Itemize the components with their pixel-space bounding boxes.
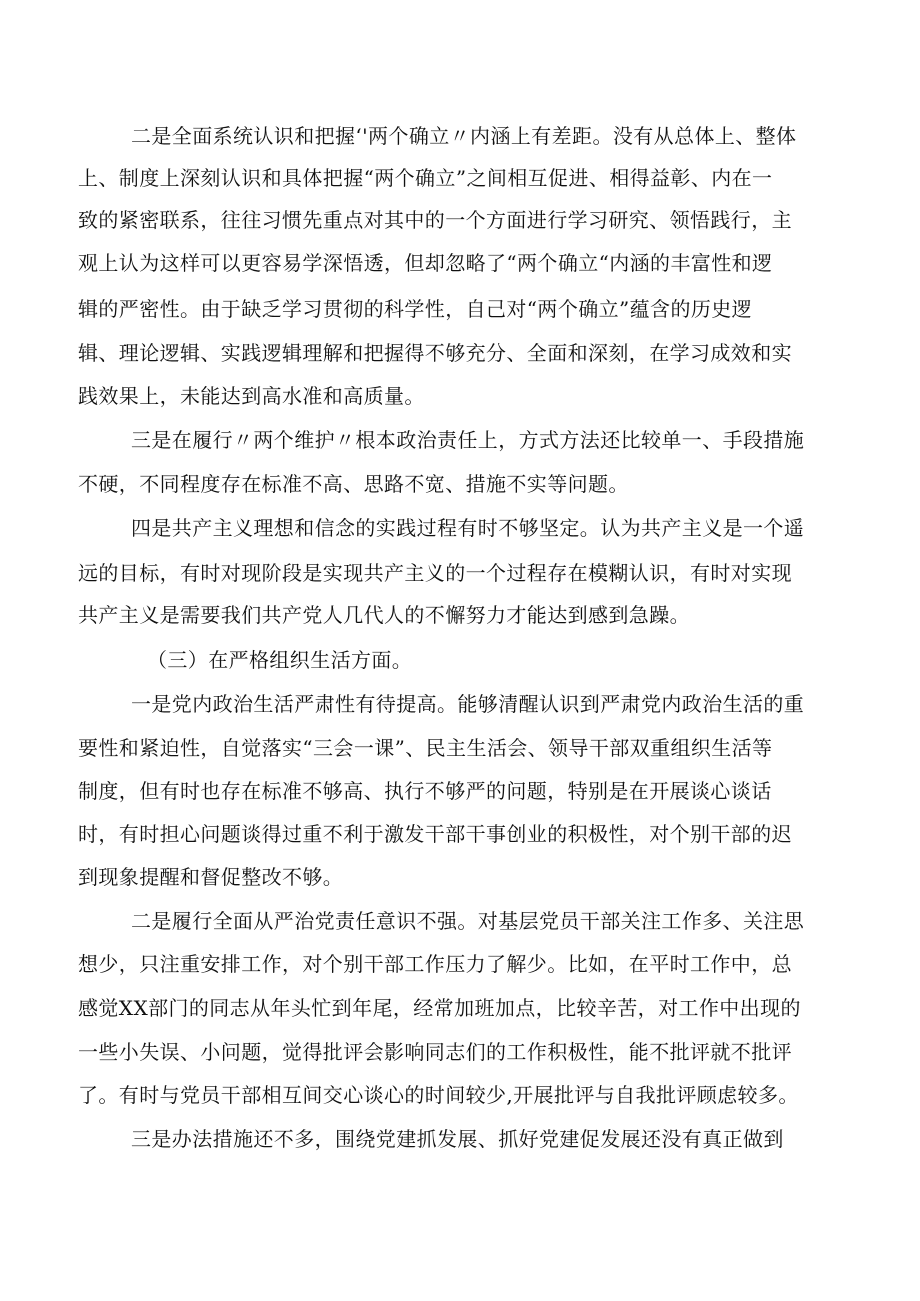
- paragraph-line: 二是履行全面从严治党责任意识不强。对基层党员干部关注工作多、关注思: [131, 909, 805, 933]
- paragraph-line: 要性和紧迫性，自觉落实“三会一课”、民主生活会、领导干部双重组织生活等: [78, 736, 773, 760]
- paragraph-line: 一些小失误、小问题，觉得批评会影响同志们的工作积极性，能不批评就不批评: [78, 1040, 792, 1064]
- paragraph-line: 辑的严密性。由于缺乏学习贯彻的科学性，自己对“两个确立”蕴含的历史逻: [78, 297, 753, 321]
- paragraph-line: 想少，只注重安排工作，对个别干部工作压力了解少。比如，在平时工作中，总: [78, 952, 792, 976]
- paragraph-line: 四是共产主义理想和信念的实践过程有时不够坚定。认为共产主义是一个遥: [131, 516, 805, 540]
- paragraph-line: 三是在履行〃两个维护〃根本政治责任上，方式方法还比较单一、手段措施: [131, 428, 805, 452]
- paragraph-line: 远的目标，有时对现阶段是实现共产主义的一个过程存在模糊认识，有时对实现: [78, 561, 792, 585]
- paragraph-line: 制度，但有时也存在标准不够高、执行不够严的问题，特别是在开展谈心谈话: [78, 779, 772, 803]
- paragraph-line: 辑、理论逻辑、实践逻辑理解和把握得不够充分、全面和深刻，在学习成效和实: [78, 341, 792, 365]
- paragraph-line: 时，有时担心问题谈得过重不利于激发干部干事创业的积极性，对个别干部的迟: [78, 822, 792, 846]
- paragraph-line: 践效果上，未能达到高水准和高质量。: [78, 384, 425, 408]
- paragraph-line: 感觉XX部门的同志从年头忙到年尾，经常加班加点，比较辛苦，对工作中出现的: [78, 996, 801, 1020]
- section-heading: （三）在严格组织生活方面。: [147, 648, 413, 672]
- paragraph-line: 共产主义是需要我们共产党人几代人的不懈努力才能达到感到急躁。: [78, 603, 690, 627]
- paragraph-line: 一是党内政治生活严肃性有待提高。能够清醒认识到严肃党内政治生活的重: [131, 692, 805, 716]
- paragraph-line: 致的紧密联系，往往习惯先重点对其中的一个方面进行学习研究、领悟践行，主: [78, 208, 792, 232]
- paragraph-line: 上、制度上深刻认识和具体把握“两个确立”之间相互促进、相得益彰、内在一: [78, 166, 773, 190]
- paragraph-line: 观上认为这样可以更容易学深悟透，但却忽略了“两个确立“内涵的丰富性和逻: [78, 251, 773, 275]
- paragraph-line: 不硬，不同程度存在标准不高、思路不宽、措施不实等问题。: [78, 472, 629, 496]
- paragraph-line: 了。有时与党员干部相互间交心谈心的时间较少,开展批评与自我批评顾虑较多。: [78, 1083, 799, 1107]
- paragraph-line: 到现象提醒和督促整改不够。: [78, 865, 344, 889]
- paragraph-line: 二是全面系统认识和把握‘'两个确立〃内涵上有差距。没有从总体上、整体: [131, 124, 797, 148]
- paragraph-line: 三是办法措施还不多，围绕党建抓发展、抓好党建促发展还没有真正做到: [131, 1127, 784, 1151]
